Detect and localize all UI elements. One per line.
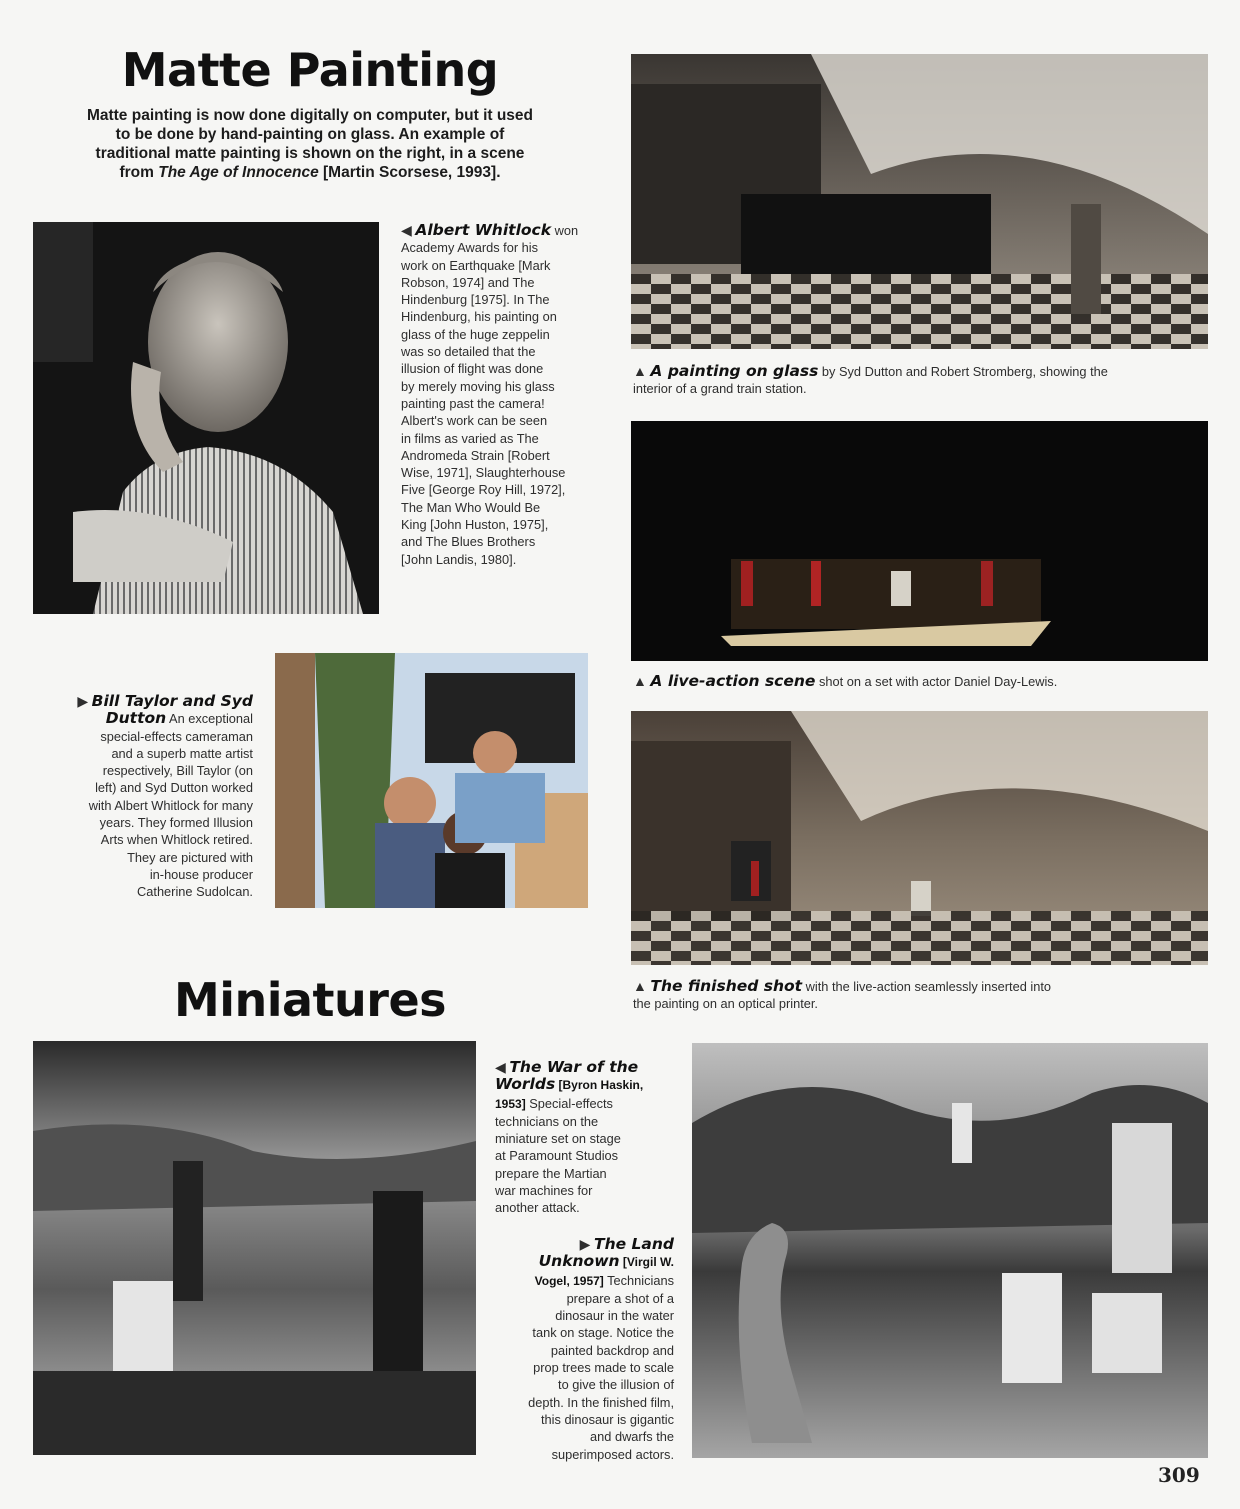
- caption-line: was so detailed that the: [401, 344, 536, 360]
- war-of-the-worlds-photo: [33, 1041, 476, 1455]
- caption-line: Andromeda Strain [Robert: [401, 447, 550, 463]
- caption-lead: The finished shot: [650, 977, 803, 995]
- caption-line: painted backdrop and: [550, 1342, 674, 1358]
- caption-line: interior of a grand train station.: [633, 381, 807, 397]
- caption-line: technicians on the: [495, 1113, 599, 1129]
- right-arrow-icon: ▶: [579, 1236, 591, 1252]
- caption-line: The Man Who Would Be: [401, 499, 541, 515]
- caption-line: another attack.: [495, 1200, 580, 1216]
- painting-on-glass-photo: [631, 54, 1208, 349]
- caption-line: with Albert Whitlock for many: [88, 797, 253, 813]
- section-title-miniatures: Miniatures: [173, 973, 447, 1027]
- page-number: 309: [1158, 1463, 1200, 1487]
- caption-lead: Worlds: [495, 1075, 556, 1094]
- land-unknown-photo: [692, 1043, 1208, 1458]
- caption-line: King [John Huston, 1975],: [401, 517, 549, 533]
- caption-line: to give the illusion of: [558, 1377, 674, 1393]
- caption-line: prop trees made to scale: [533, 1360, 674, 1376]
- caption-line: superimposed actors.: [551, 1446, 674, 1462]
- caption-line: special-effects cameraman: [100, 728, 253, 744]
- caption-line: tank on stage. Notice the: [532, 1325, 674, 1341]
- caption-line: Wise, 1971], Slaughterhouse: [401, 465, 566, 481]
- caption-line: and a superb matte artist: [111, 745, 253, 761]
- live-action-scene-photo: [631, 421, 1208, 661]
- caption-line: Academy Awards for his: [401, 240, 539, 256]
- caption-line: in-house producer: [149, 866, 253, 882]
- up-arrow-icon: ▲: [633, 978, 647, 994]
- caption-line: at Paramount Studios: [495, 1148, 619, 1164]
- caption-line: years. They formed Illusion: [99, 815, 253, 831]
- caption-line: this dinosaur is gigantic: [540, 1411, 674, 1427]
- caption-line: left) and Syd Dutton worked: [95, 780, 253, 796]
- up-arrow-icon: ▲: [633, 673, 647, 689]
- caption-line: respectively, Bill Taylor (on: [102, 763, 253, 779]
- caption-line: the painting on an optical printer.: [633, 996, 818, 1012]
- caption-line: glass of the huge zeppelin: [401, 326, 550, 342]
- caption-line: Arts when Whitlock retired.: [100, 832, 253, 848]
- intro-line: from The Age of Innocence [Martin Scorsese, 1993].: [119, 164, 501, 181]
- albert-whitlock-caption: ◀ Albert Whitlock won Academy Awards for his work on Earthquake [Mark Robson, 1974] and The Hindenburg [1975]. In The Hindenburg, his painting on glass of the huge zeppelin was so detailed that the illusion of flight was done by merely moving his glass painting past the camera! Albert's work can be seen in films as varied as The Andromeda Strain [Robert Wise, 1971], Slaughterhouse Five [George Roy Hill, 1972], The Man Who Would Be King [John Huston, 1975], and The Blues Brothers [John Landis, 1980].: [401, 222, 601, 568]
- caption-line: Hindenburg [1975]. In The: [401, 292, 550, 308]
- caption-line: They are pictured with: [127, 849, 253, 865]
- left-arrow-icon: ◀: [401, 222, 412, 238]
- caption-line: miniature set on stage: [495, 1131, 621, 1147]
- caption-line: and dwarfs the: [590, 1429, 674, 1445]
- caption-line: painting past the camera!: [401, 395, 545, 411]
- caption-line: depth. In the finished film,: [528, 1394, 674, 1410]
- caption-line: by merely moving his glass: [401, 378, 555, 394]
- up-arrow-icon: ▲: [633, 363, 647, 379]
- caption-lead: A live-action scene: [650, 672, 816, 690]
- caption-lead: The War of the: [509, 1058, 639, 1076]
- caption-lead: Albert Whitlock: [415, 221, 552, 239]
- intro-line: to be done by hand-painting on glass. An example of: [115, 126, 505, 143]
- caption-lead: A painting on glass: [650, 362, 819, 380]
- caption-line: and The Blues Brothers: [401, 534, 536, 550]
- caption-line: dinosaur in the water: [555, 1308, 674, 1324]
- taylor-dutton-photo: [275, 653, 588, 908]
- caption-line: Hindenburg, his painting on: [401, 309, 557, 325]
- caption-lead: Unknown: [538, 1252, 620, 1271]
- finished-shot-photo: [631, 711, 1208, 965]
- caption-line: Albert's work can be seen: [401, 413, 548, 429]
- right-arrow-icon: ▶: [77, 693, 89, 709]
- caption-line: war machines for: [495, 1183, 593, 1199]
- caption-lead: The Land: [594, 1235, 674, 1253]
- film-title: The Age of Innocence: [158, 164, 319, 181]
- taylor-dutton-caption: ▶ Bill Taylor and Syd Dutton An exceptional special-effects cameraman and a superb matte artist respectively, Bill Taylor (on left) and Syd Dutton worked with Albert Whitlock for many years. They formed Illusion Arts when Whitlock retired. They are pictured with in-house producer Catherine Sudolcan.: [50, 693, 253, 901]
- caption-line: Robson, 1974] and The: [401, 274, 535, 290]
- land-unknown-caption: ▶ The Land Unknown [Virgil W. Vogel, 1957] Technicians prepare a shot of a dinosaur in the water tank on stage. Notice the painted backdrop and prop trees made to scale to give the illusion of depth. In the finished film, this dinosaur is gigantic and dwarfs the superimposed actors.: [480, 1236, 674, 1463]
- caption-line: in films as varied as The: [401, 430, 539, 446]
- caption-line: work on Earthquake [Mark: [401, 257, 551, 273]
- caption-line: [John Landis, 1980].: [401, 551, 517, 567]
- caption-line: illusion of flight was done: [401, 361, 544, 377]
- painting-on-glass-caption: ▲ A painting on glass by Syd Dutton and Robert Stromberg, showing the interior of a grand train station.: [633, 363, 1213, 398]
- intro-line: traditional matte painting is shown on the right, in a scene: [95, 145, 525, 162]
- albert-whitlock-photo: [33, 222, 379, 614]
- finished-shot-caption: ▲ The finished shot with the live-action seamlessly inserted into the painting on an optical printer.: [633, 978, 1213, 1013]
- live-action-caption: ▲ A live-action scene shot on a set with actor Daniel Day-Lewis.: [633, 672, 1058, 690]
- caption-line: prepare a shot of a: [566, 1290, 674, 1306]
- page-title-matte-painting: Matte Painting: [121, 43, 499, 97]
- caption-line: Five [George Roy Hill, 1972],: [401, 482, 566, 498]
- caption-line: prepare the Martian: [495, 1165, 607, 1181]
- left-arrow-icon: ◀: [495, 1059, 506, 1075]
- intro-paragraph: [60, 106, 560, 182]
- war-of-the-worlds-caption: ◀ The War of the Worlds [Byron Haskin, 1953] Special-effects technicians on the miniature set on stage at Paramount Studios prepare the Martian war machines for another attack.: [495, 1059, 680, 1217]
- caption-lead: Dutton: [105, 709, 167, 728]
- caption-line: Catherine Sudolcan.: [137, 884, 253, 900]
- intro-line: Matte painting is now done digitally on computer, but it used: [86, 107, 534, 124]
- caption-lead: Bill Taylor and Syd: [91, 692, 253, 710]
